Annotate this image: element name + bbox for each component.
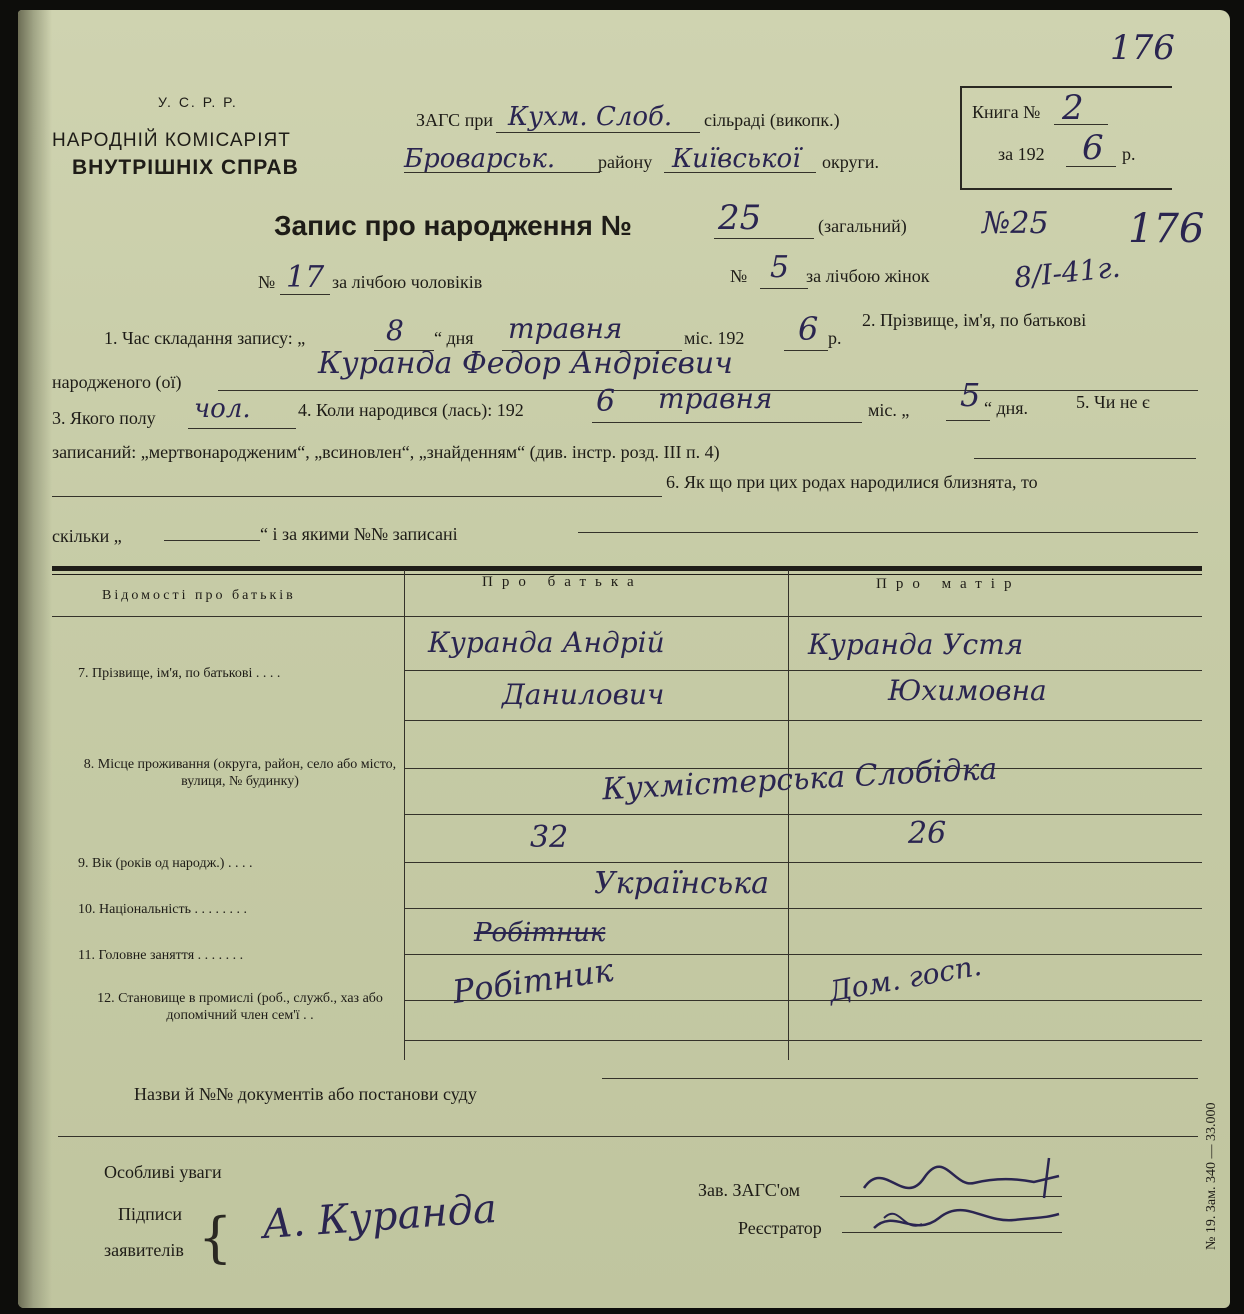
margin-note-176: 176 [1128,206,1205,252]
item5-label: 5. Чи не є [1076,392,1150,412]
sex-line [188,428,296,429]
item2-label: народженого (ої) [52,372,182,392]
child-name-hw: Куранда Федор Андрієвич [318,346,733,381]
table-line [404,720,1202,721]
row-label-nationality: 10. Національність . . . . . . . . [78,902,248,917]
birth-year-hw: 6 [596,384,616,419]
item1-year-suffix: р. [828,328,842,348]
book-label: Книга № [972,102,1041,122]
col-header-info: Відомості про батьків [102,588,296,603]
men-count-label: за лічбою чоловіків [332,272,483,292]
registrar-label: Реєстратор [738,1218,822,1238]
item1-month-hw: травня [508,312,623,345]
official-signatures [844,1148,1074,1248]
signatures-label: Підписи [118,1204,183,1224]
item2-label-start: 2. Прізвище, ім'я, по батькові [862,310,1087,330]
district-hw: Броварськ. [404,144,556,174]
okruha-label: округи. [822,152,880,172]
col-header-mother: Про матір [876,576,1021,592]
mother-age-hw: 26 [908,816,947,851]
republic-heading: У. С. Р. Р. [158,94,238,110]
table-top-rule [52,566,1202,571]
item1-year-hw: 6 [798,310,819,348]
record-number-hw: 25 [718,198,762,238]
bracket: { [198,1206,233,1269]
birth-day-hw: 5 [960,376,981,414]
item6-count-prefix: скільки „ [52,526,122,546]
book-year-prefix: за 192 [998,144,1045,164]
item6-count-mid: “ і за якими №№ записані [260,524,458,544]
zags-head-label: Зав. ЗАГС'ом [698,1180,800,1200]
item6-count-line [164,540,260,541]
father-name-hw-2: Данилович [502,678,665,711]
men-count-line [280,294,330,295]
father-status-hw: Робітник [450,950,616,1012]
row-label-status: 12. Становище в промислі (роб., служб., хаз або допомічний член сем'ї . . [97,991,383,1023]
special-notes-label: Особливі уваги [104,1162,222,1182]
book-year-line [1066,166,1116,167]
applicant-signature-hw: А. Куранда [260,1185,499,1249]
father-occupation-struck-hw: Робітник [474,918,606,948]
birth-day-line [946,420,990,421]
men-count-prefix: № [258,272,276,292]
documents-line [602,1078,1198,1079]
record-number-line [714,238,814,239]
applicants-label: заявителів [104,1240,184,1260]
mother-status-hw: Дом. госп. [826,948,984,1009]
row-label-name: 7. Прізвище, ім'я, по батькові . . . . [78,666,281,681]
table-line [404,670,1202,671]
item1-day-label: “ дня [434,328,474,348]
table-line [404,908,1202,909]
table-line [404,814,1202,815]
book-number-hw: 2 [1062,88,1084,128]
item4-label: 4. Коли народився (лась): 192 [298,400,524,420]
documents-label: Назви й №№ документів або постанови суду [134,1084,477,1104]
women-count-line [760,288,808,289]
table-header-rule [52,616,1202,617]
district-label: району [598,152,653,172]
okruha-hw: Київської [672,144,801,174]
district-line [404,172,600,173]
father-name-hw-1: Куранда Андрій [428,626,665,659]
zags-suffix: сільраді (викопк.) [704,110,840,130]
record-title: Запис про народження № [274,210,632,241]
item6-numbers-line [578,532,1198,533]
birth-day-label: “ дня. [984,398,1029,418]
birth-month-hw: травня [658,382,773,415]
margin-note-date: 8/І-41г. [1012,250,1122,295]
margin-note-number: №25 [982,206,1049,241]
birth-month-line [592,422,862,423]
table-line [404,1040,1202,1041]
nationality-hw: Українська [594,866,769,901]
department-heading: ВНУТРІШНІХ СПРАВ [72,156,299,179]
women-count-label: за лічбою жінок [806,266,930,286]
col-header-father: Про батька [482,574,643,590]
okruha-line [664,172,816,173]
residence-hw: Кухмістерська Слобідка [601,751,999,808]
mother-name-hw-2: Юхимовна [888,674,1047,707]
table-line [404,954,1202,955]
commissariat-heading: НАРОДНІЙ КОМІСАРІЯТ [52,130,291,151]
father-age-hw: 32 [530,820,569,855]
item1-label: 1. Час складання запису: „ [104,328,306,348]
zags-prefix: ЗАГС при [416,110,493,130]
record-title-suffix: (загальний) [818,216,907,236]
print-info: № 19. Зам. 340 — 33.000 [1204,1102,1219,1250]
table-col-divider-2 [788,570,789,1060]
table-col-divider-1 [404,570,405,1060]
item1-day-hw: 8 [386,314,404,347]
item1-month-label: міс. 192 [684,328,745,348]
item1-year-line [784,350,828,351]
row-label-occupation: 11. Головне заняття . . . . . . . [78,948,244,963]
item6-blank-line [52,496,662,497]
mother-name-hw-1: Куранда Устя [808,628,1024,661]
women-count-prefix: № [730,266,748,286]
men-count-hw: 17 [286,260,325,295]
record-page [18,10,1230,1308]
row-label-residence: 8. Місце проживання (округа, район, село або місто, вулиця, № будинку) [83,757,397,789]
item3-label: 3. Якого полу [52,408,156,428]
item5-text: записаний: „мертвонародженим“, „всиновлен“, „знайденням“ (див. інстр. розд. III п. 4) [52,442,720,462]
zags-village-hw: Кухм. Слоб. [508,102,673,132]
table-line [404,862,1202,863]
item5-line [974,458,1196,459]
book-number-line [1054,124,1108,125]
zags-line [496,132,700,133]
book-year-suffix: р. [1122,144,1136,164]
sex-hw: чол. [194,394,251,424]
documents-line-2 [58,1136,1198,1137]
item6-text: 6. Як що при цих родах народилися близнята, то [666,472,1038,492]
book-year-hw: 6 [1082,128,1104,168]
birth-month-label: міс. „ [868,400,910,420]
women-count-hw: 5 [770,250,790,285]
row-label-age: 9. Вік (років од народж.) . . . . [78,856,253,871]
corner-page-number: 176 [1110,28,1175,68]
